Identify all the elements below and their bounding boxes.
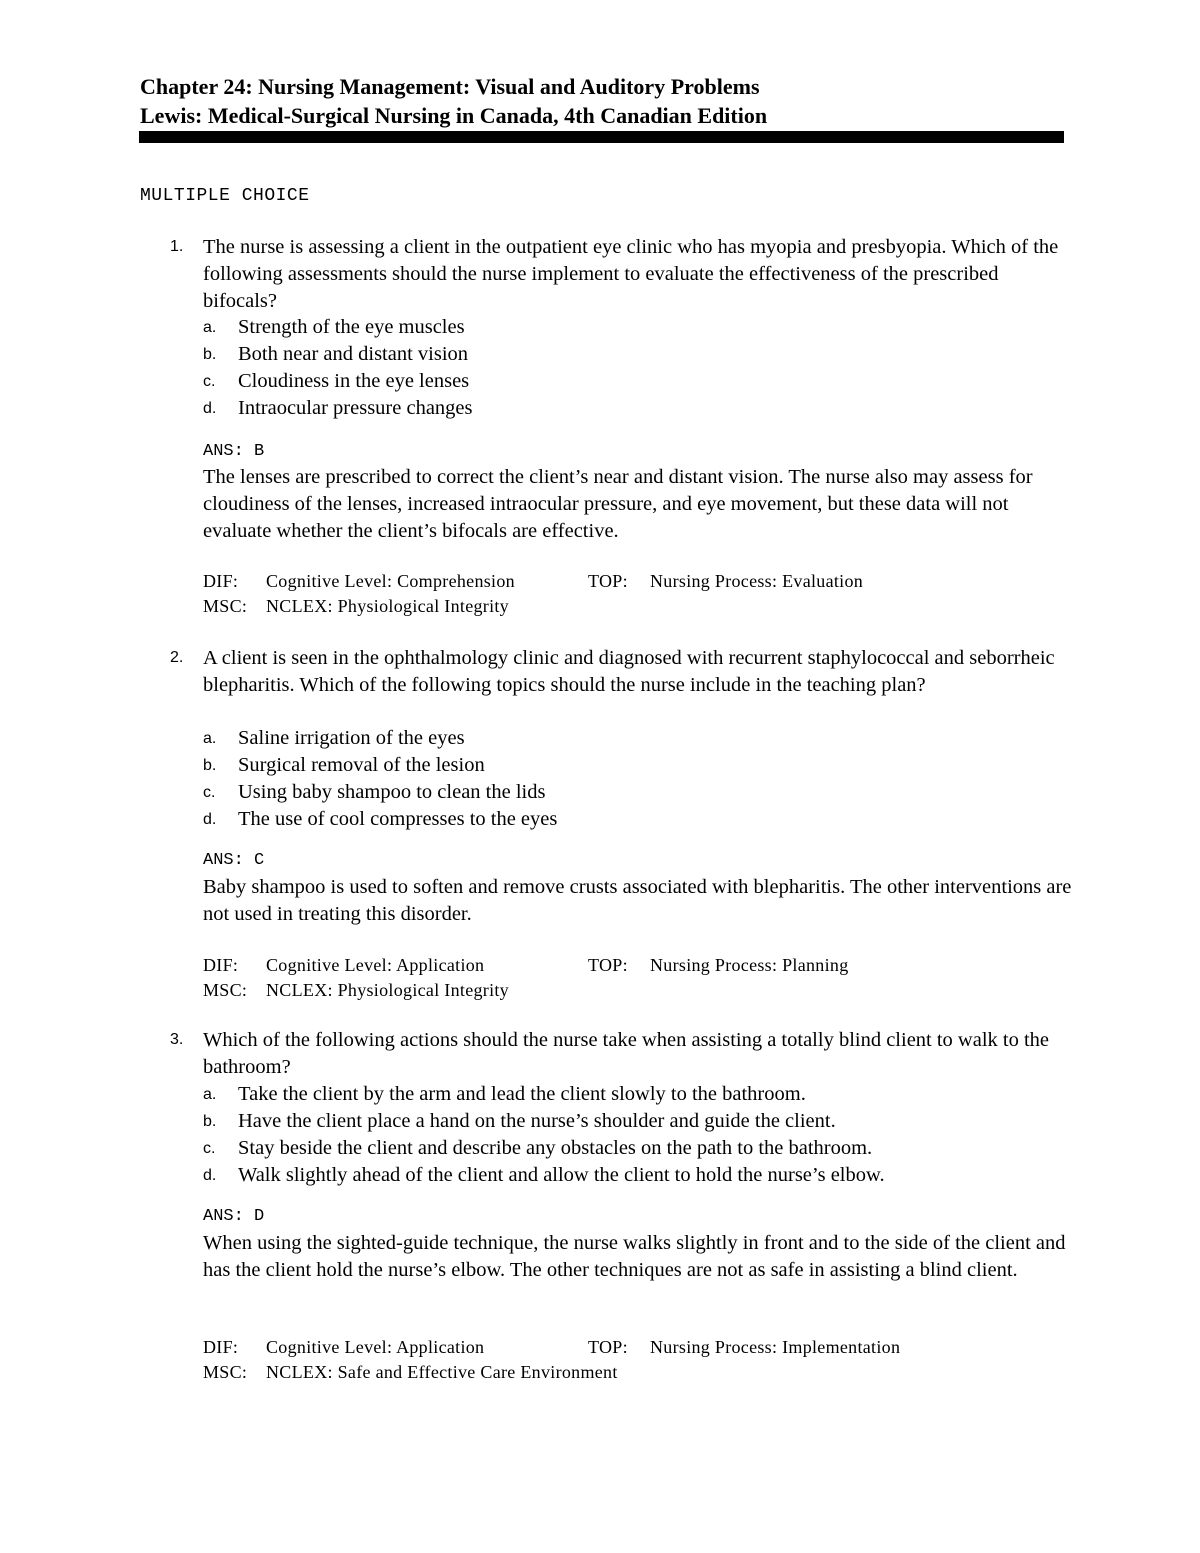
answer-key: ANS: D	[203, 1207, 265, 1226]
answer-options	[203, 314, 1073, 422]
question-number: 1.	[170, 238, 184, 255]
option-text: Have the client place a hand on the nurse’s shoulder and guide the client.	[238, 1110, 836, 1132]
option-text: Intraocular pressure changes	[238, 397, 473, 419]
answer-key: ANS: B	[203, 442, 265, 461]
option-c	[203, 368, 1073, 395]
question-number: 2.	[170, 649, 184, 666]
rationale: The lenses are prescribed to correct the client’s near and distant vision. The nurse also may assess for cloudiness of the lenses, increased intraocular pressure, and eye movement, but these data will not evaluate whether the client’s bifocals are effective.	[203, 466, 1033, 542]
option-text: Surgical removal of the lesion	[238, 754, 485, 776]
option-text: Stay beside the client and describe any obstacles on the path to the bathroom.	[238, 1137, 873, 1159]
msc-value: NCLEX: Physiological Integrity	[266, 596, 509, 616]
question-number: 3.	[170, 1031, 184, 1048]
option-text: Cloudiness in the eye lenses	[238, 370, 470, 392]
option-text: Both near and distant vision	[238, 343, 469, 365]
option-text: Saline irrigation of the eyes	[238, 727, 465, 749]
option-b	[203, 752, 1073, 779]
rationale: Baby shampoo is used to soften and remove crusts associated with blepharitis. The other interventions are not used in treating this disorder.	[203, 876, 1072, 925]
msc-value: NCLEX: Safe and Effective Care Environment	[266, 1362, 618, 1382]
option-c	[203, 779, 1073, 806]
option-text: Using baby shampoo to clean the lids	[238, 781, 546, 803]
option-text: The use of cool compresses to the eyes	[238, 808, 558, 830]
option-a	[203, 725, 1073, 752]
option-letter: a.	[203, 319, 217, 336]
top-value: Nursing Process: Planning	[650, 955, 849, 975]
option-letter: b.	[203, 757, 217, 774]
option-text: Walk slightly ahead of the client and allow the client to hold the nurse’s elbow.	[238, 1164, 885, 1186]
option-letter: d.	[203, 1167, 217, 1184]
answer-options	[203, 1081, 1073, 1189]
question-stem: The nurse is assessing a client in the outpatient eye clinic who has myopia and presbyopia. Which of the following assessments should the nurse implement to evaluate the effectiveness of the prescribed bifocals?	[203, 236, 1059, 312]
dif-label: DIF:	[203, 571, 239, 591]
dif-value: Cognitive Level: Comprehension	[266, 571, 515, 591]
option-letter: c.	[203, 1140, 216, 1157]
dif-label: DIF:	[203, 955, 239, 975]
top-label: TOP:	[588, 571, 628, 591]
top-value: Nursing Process: Implementation	[650, 1337, 901, 1357]
option-letter: d.	[203, 400, 217, 417]
book-title: Lewis: Medical-Surgical Nursing in Canada, 4th Canadian Edition	[140, 103, 768, 128]
msc-label: MSC:	[203, 980, 248, 1000]
answer-options	[203, 725, 1073, 833]
rationale: When using the sighted-guide technique, the nurse walks slightly in front and to the side of the client and has the client hold the nurse’s elbow. The other techniques are not as safe in assisting a blind client.	[203, 1232, 1066, 1281]
question-stem: A client is seen in the ophthalmology clinic and diagnosed with recurrent staphylococcal and seborrheic blepharitis. Which of the following topics should the nurse include in the teaching plan?	[203, 647, 1055, 696]
option-letter: a.	[203, 730, 217, 747]
answer-key: ANS: C	[203, 851, 265, 870]
option-d	[203, 806, 1073, 833]
option-text: Take the client by the arm and lead the client slowly to the bathroom.	[238, 1083, 806, 1105]
top-label: TOP:	[588, 1337, 628, 1357]
option-d	[203, 1162, 1073, 1189]
option-letter: c.	[203, 784, 216, 801]
option-b	[203, 1108, 1073, 1135]
option-a	[203, 1081, 1073, 1108]
option-text: Strength of the eye muscles	[238, 316, 465, 338]
option-b	[203, 341, 1073, 368]
top-label: TOP:	[588, 955, 628, 975]
msc-value: NCLEX: Physiological Integrity	[266, 980, 509, 1000]
top-value: Nursing Process: Evaluation	[650, 571, 864, 591]
chapter-title: Chapter 24: Nursing Management: Visual and Auditory Problems	[140, 74, 760, 99]
option-d	[203, 395, 1073, 422]
option-letter: c.	[203, 373, 216, 390]
msc-label: MSC:	[203, 596, 248, 616]
option-letter: a.	[203, 1086, 217, 1103]
msc-label: MSC:	[203, 1362, 248, 1382]
option-letter: b.	[203, 346, 217, 363]
option-c	[203, 1135, 1073, 1162]
option-letter: b.	[203, 1113, 217, 1130]
section-heading: MULTIPLE CHOICE	[140, 186, 310, 206]
dif-value: Cognitive Level: Application	[266, 1337, 485, 1357]
dif-label: DIF:	[203, 1337, 239, 1357]
header-rule	[139, 131, 1064, 143]
option-a	[203, 314, 1073, 341]
dif-value: Cognitive Level: Application	[266, 955, 485, 975]
question-stem: Which of the following actions should the nurse take when assisting a totally blind client to walk to the bathroom?	[203, 1029, 1050, 1078]
option-letter: d.	[203, 811, 217, 828]
